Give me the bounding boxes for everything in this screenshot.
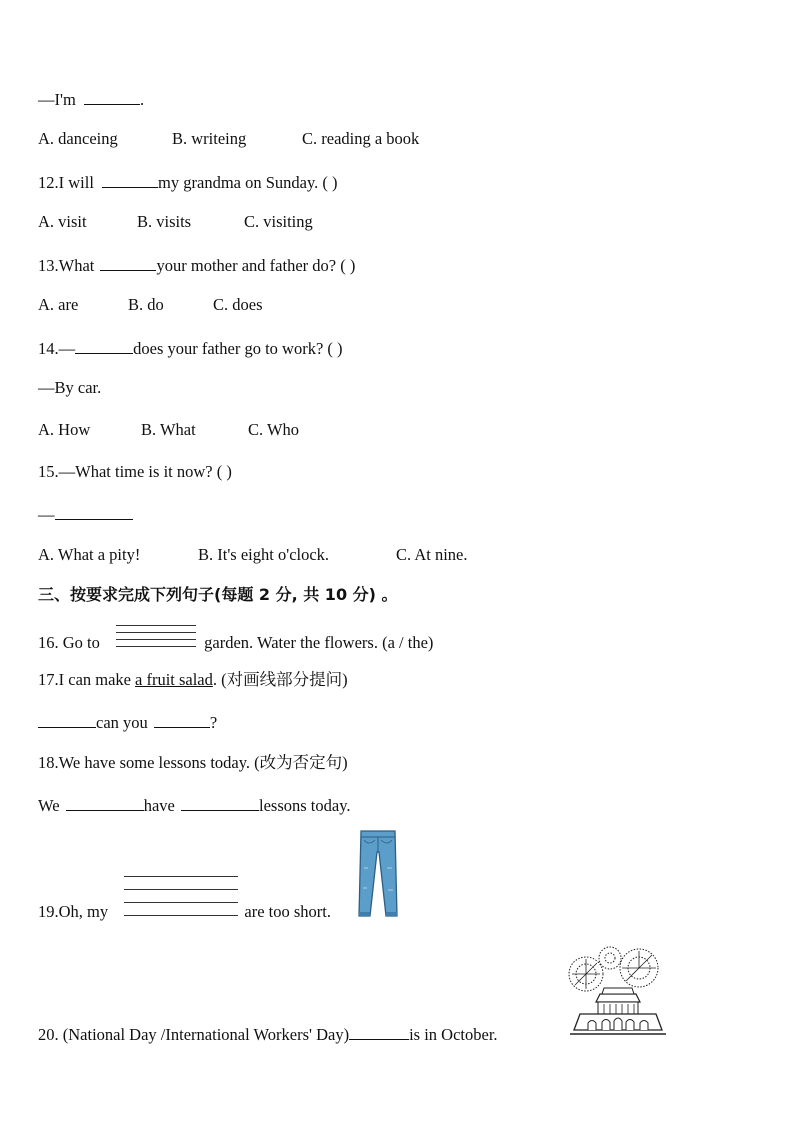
q17-underlined-phrase: a fruit salad — [135, 670, 213, 689]
q20-question — [38, 1023, 498, 1045]
q13-question — [38, 254, 355, 276]
q14-blank[interactable] — [75, 337, 133, 354]
q17-blank-1[interactable] — [38, 711, 96, 728]
q12-option-c[interactable]: C. visiting — [244, 212, 313, 231]
q11-options — [38, 129, 419, 149]
q14-question — [38, 337, 343, 359]
section-3-heading: 三、按要求完成下列句子(每题 2 分, 共 10 分) 。 — [38, 585, 398, 604]
q12-blank[interactable] — [102, 171, 158, 188]
q20-text-start: 20. (National Day /International Workers' Day) — [38, 1025, 350, 1044]
q18-question: 18.We have some lessons today. (改为否定句) — [38, 753, 348, 772]
q15-option-c[interactable]: C. At nine. — [396, 545, 468, 564]
q14-options — [38, 420, 299, 440]
q13-option-a[interactable]: A. are — [38, 295, 79, 314]
q13-option-b[interactable]: B. do — [128, 295, 164, 314]
q14-suffix: does your father go to work? ( ) — [133, 339, 343, 358]
q14-option-c[interactable]: C. Who — [248, 420, 300, 439]
q16-answer-lines[interactable] — [116, 619, 196, 647]
q12-prefix: 12.I will — [38, 173, 94, 192]
q17-answer-mid: can you — [96, 713, 148, 732]
jeans-icon — [356, 828, 400, 920]
q15-answer-prefix: — — [38, 505, 55, 524]
q11-option-c[interactable]: C. reading a book — [302, 129, 420, 148]
q13-option-c[interactable]: C. does — [213, 295, 263, 314]
fireworks-gate-icon — [566, 942, 670, 1036]
q17-suffix: . (对画线部分提问) — [212, 670, 348, 689]
q14-prefix: 14.— — [38, 339, 76, 358]
q13-prefix: 13.What — [38, 256, 95, 275]
q12-options — [38, 212, 313, 232]
q18-blank-1[interactable] — [66, 794, 144, 811]
q18-blank-2[interactable] — [181, 794, 259, 811]
q16-suffix: garden. Water the flowers. (a / the) — [204, 633, 434, 652]
q16-question — [38, 633, 433, 653]
q12-question — [38, 171, 338, 193]
q15-answer-line — [38, 503, 133, 525]
q20-blank[interactable] — [349, 1023, 409, 1040]
q11-answer-prefix: —I'm — [38, 90, 76, 109]
q15-blank[interactable] — [55, 503, 133, 520]
q12-option-b[interactable]: B. visits — [137, 212, 192, 231]
q15-options — [38, 545, 468, 565]
q11-option-b[interactable]: B. writeing — [172, 129, 247, 148]
q19-prefix: 19.Oh, my — [38, 902, 109, 921]
q19-suffix: are too short. — [244, 902, 331, 921]
q12-option-a[interactable]: A. visit — [38, 212, 87, 231]
q11-period: . — [139, 90, 145, 109]
q17-blank-2[interactable] — [154, 711, 210, 728]
q11-answer-line — [38, 88, 144, 110]
q19-answer-lines[interactable] — [124, 864, 238, 916]
q18-answer-start: We — [38, 796, 60, 815]
q20-text-end: is in October. — [409, 1025, 498, 1044]
q16-prefix: 16. Go to — [38, 633, 100, 652]
q13-options — [38, 295, 263, 315]
q17-answer-end: ? — [209, 713, 218, 732]
q13-suffix: your mother and father do? ( ) — [156, 256, 356, 275]
q15-option-b[interactable]: B. It's eight o'clock. — [198, 545, 330, 564]
q12-suffix: my grandma on Sunday. ( ) — [158, 173, 338, 192]
q13-blank[interactable] — [100, 254, 156, 271]
q18-answer-line — [38, 794, 351, 816]
q14-option-a[interactable]: A. How — [38, 420, 91, 439]
q17-question — [38, 670, 348, 690]
q14-option-b[interactable]: B. What — [141, 420, 196, 439]
q11-blank[interactable] — [84, 88, 140, 105]
q15-option-a[interactable]: A. What a pity! — [38, 545, 141, 564]
q17-prefix: 17.I can make — [38, 670, 131, 689]
q18-answer-mid: have — [143, 796, 175, 815]
q15-question: 15.—What time is it now? ( ) — [38, 462, 232, 481]
q17-answer-line — [38, 711, 217, 733]
q18-answer-end: lessons today. — [258, 796, 351, 815]
q11-option-a[interactable]: A. danceing — [38, 129, 118, 148]
q14-answer: —By car. — [38, 378, 102, 397]
